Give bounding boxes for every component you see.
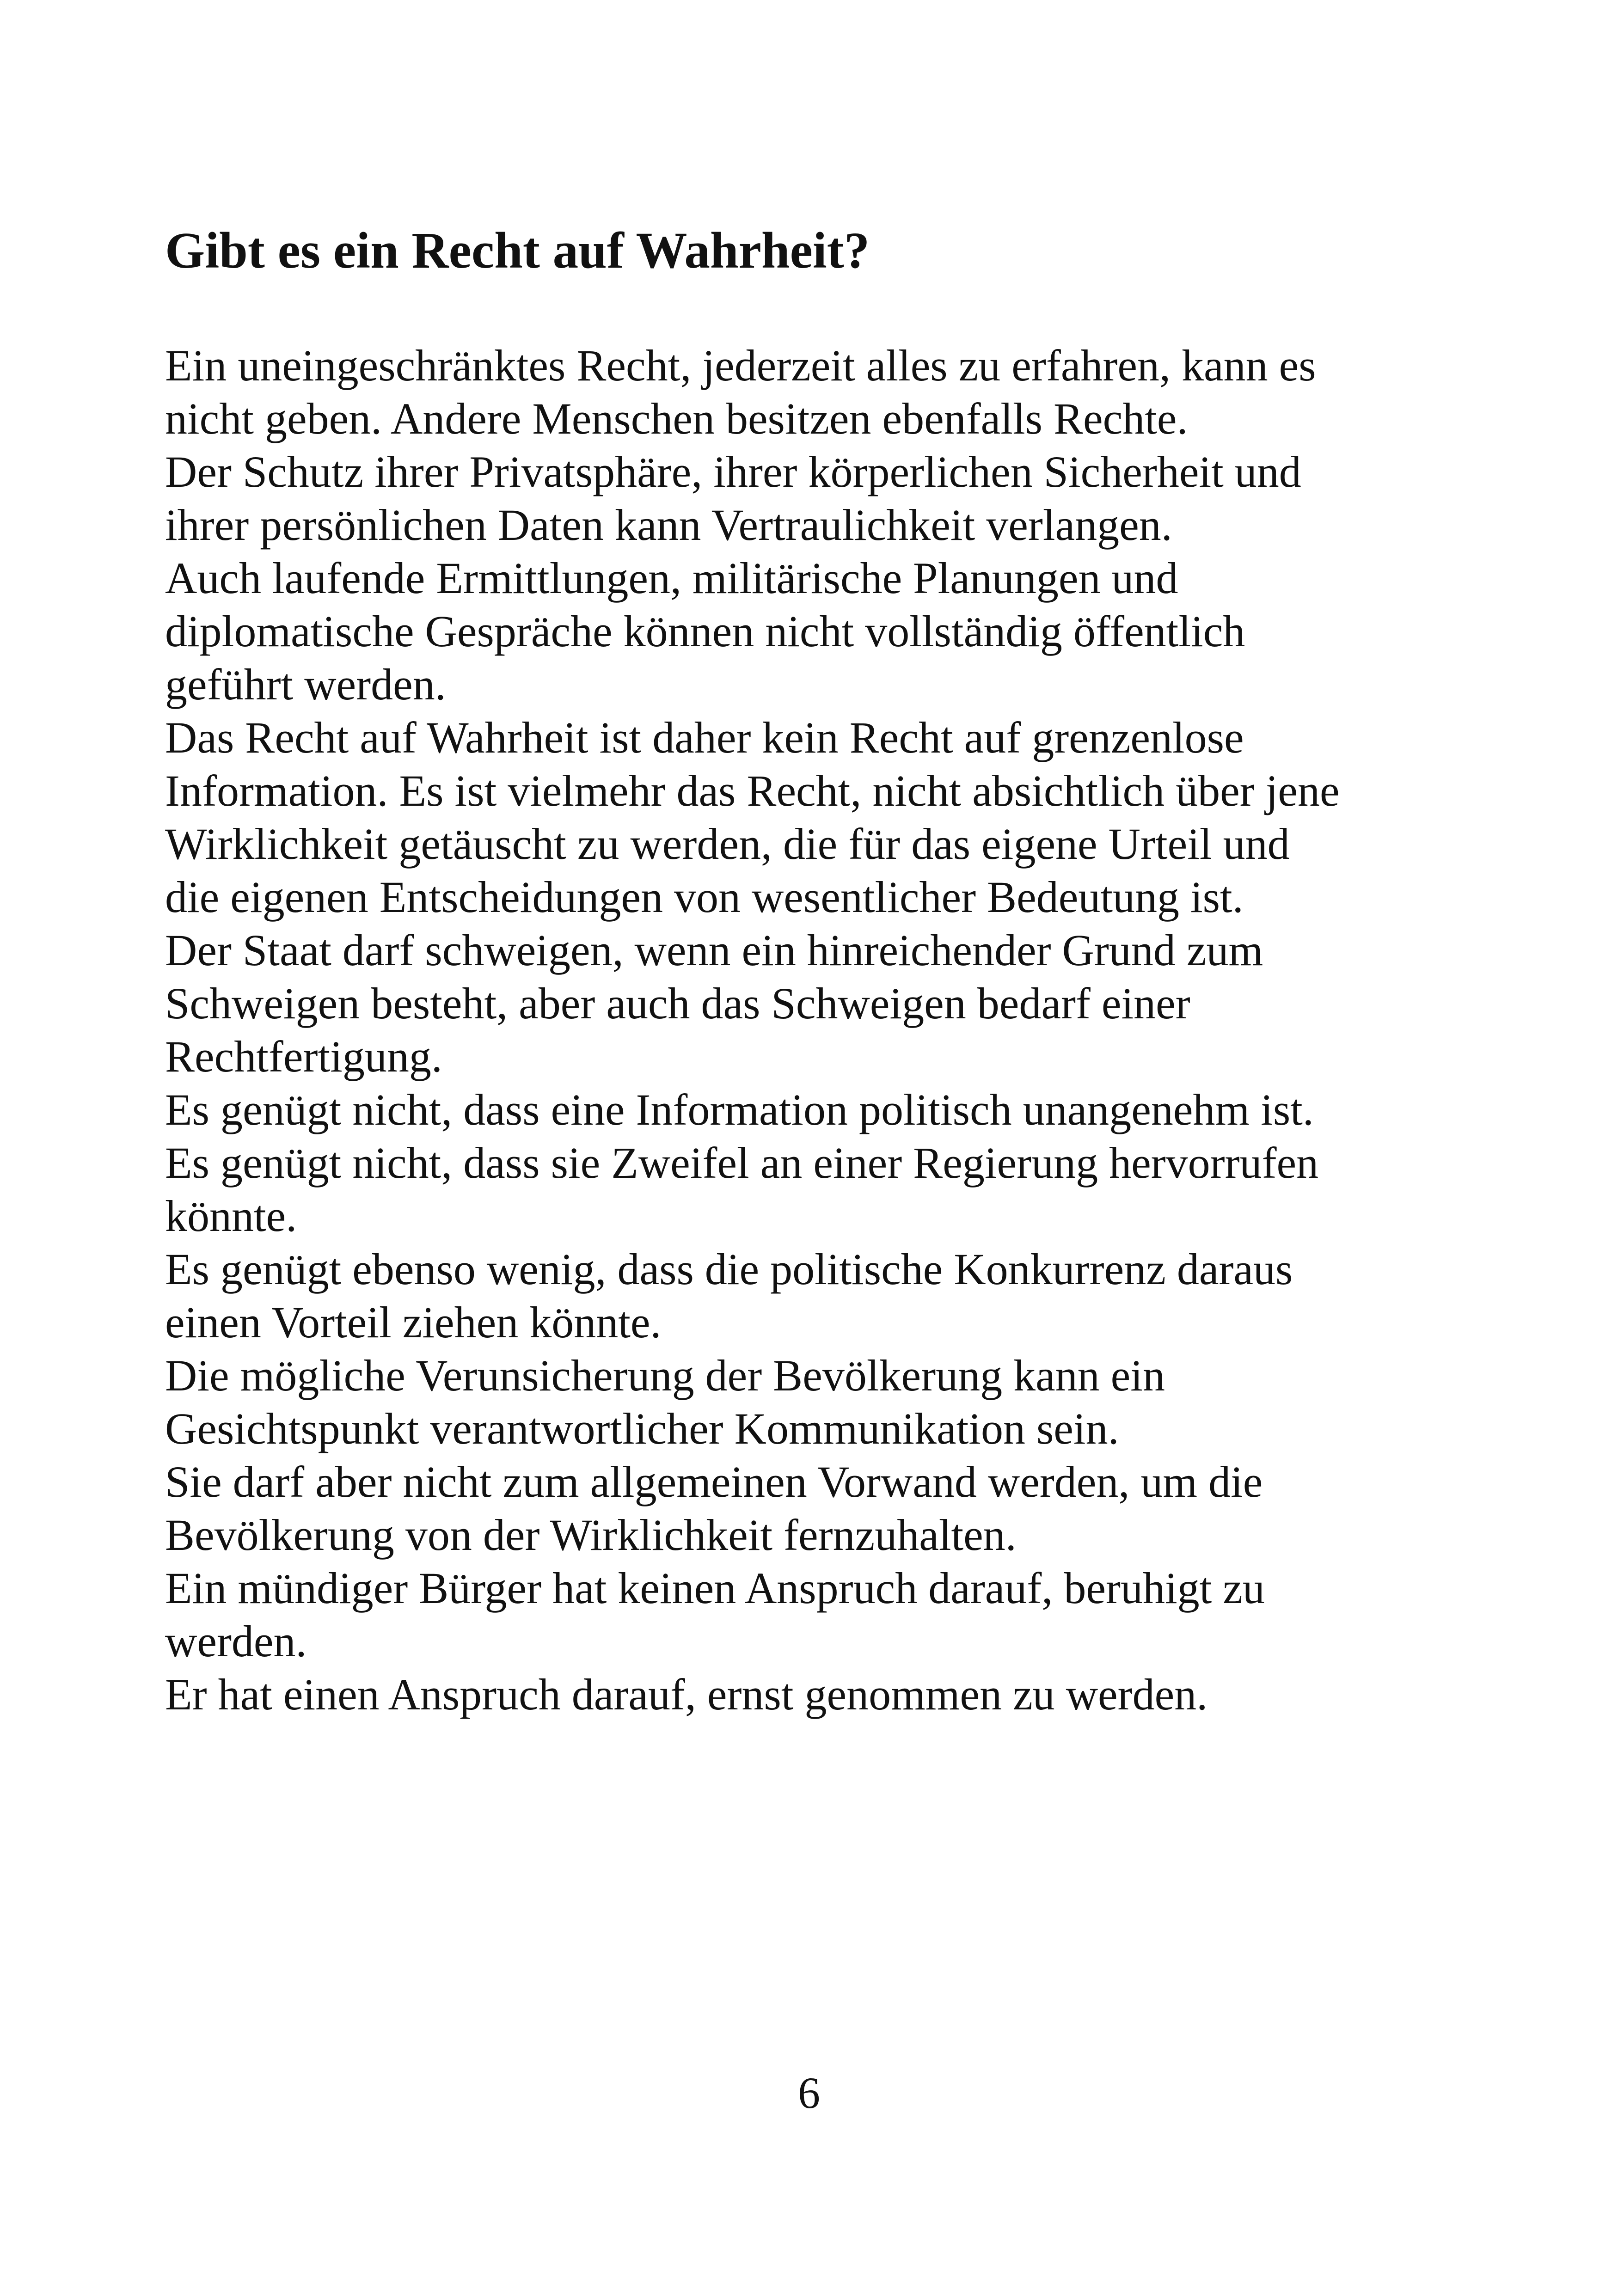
text-line: diplomatische Gespräche können nicht vollständig öffentlich <box>165 606 1245 656</box>
text-line: könnte. <box>165 1191 297 1241</box>
text-line: Der Schutz ihrer Privatsphäre, ihrer körperlichen Sicherheit und <box>165 447 1301 496</box>
text-line: einen Vorteil ziehen könnte. <box>165 1298 662 1347</box>
text-line: Das Recht auf Wahrheit ist daher kein Recht auf grenzenlose <box>165 713 1244 762</box>
text-line: Die mögliche Verunsicherung der Bevölkerung kann ein <box>165 1351 1165 1400</box>
text-line: Es genügt nicht, dass eine Information politisch unangenehm ist. <box>165 1085 1314 1134</box>
body-text <box>165 339 1459 1721</box>
page-title: Gibt es ein Recht auf Wahrheit? <box>165 222 870 279</box>
text-line: geführt werden. <box>165 660 446 709</box>
text-line: werden. <box>165 1616 307 1666</box>
text-line: Schweigen besteht, aber auch das Schweigen bedarf einer <box>165 979 1190 1028</box>
text-line: Rechtfertigung. <box>165 1032 442 1081</box>
text-line: ihrer persönlichen Daten kann Vertraulichkeit verlangen. <box>165 500 1172 550</box>
text-line: Es genügt nicht, dass sie Zweifel an einer Regierung hervorrufen <box>165 1138 1319 1188</box>
page-number: 6 <box>798 2068 820 2118</box>
text-line: Ein mündiger Bürger hat keinen Anspruch darauf, beruhigt zu <box>165 1563 1265 1613</box>
text-line: Sie darf aber nicht zum allgemeinen Vorwand werden, um die <box>165 1457 1263 1506</box>
text-line: Wirklichkeit getäuscht zu werden, die für das eigene Urteil und <box>165 819 1290 869</box>
text-line: nicht geben. Andere Menschen besitzen ebenfalls Rechte. <box>165 394 1188 443</box>
text-line: Auch laufende Ermittlungen, militärische Planungen und <box>165 553 1178 603</box>
text-line: Bevölkerung von der Wirklichkeit fernzuhalten. <box>165 1510 1017 1560</box>
text-line: Er hat einen Anspruch darauf, ernst genommen zu werden. <box>165 1670 1208 1719</box>
text-line: die eigenen Entscheidungen von wesentlicher Bedeutung ist. <box>165 872 1244 922</box>
text-line: Ein uneingeschränktes Recht, jederzeit alles zu erfahren, kann es <box>165 341 1316 390</box>
text-line: Es genügt ebenso wenig, dass die politische Konkurrenz daraus <box>165 1244 1293 1294</box>
text-line: Gesichtspunkt verantwortlicher Kommunikation sein. <box>165 1404 1119 1453</box>
text-line: Der Staat darf schweigen, wenn ein hinreichender Grund zum <box>165 925 1263 975</box>
text-line: Information. Es ist vielmehr das Recht, nicht absichtlich über jene <box>165 766 1340 815</box>
